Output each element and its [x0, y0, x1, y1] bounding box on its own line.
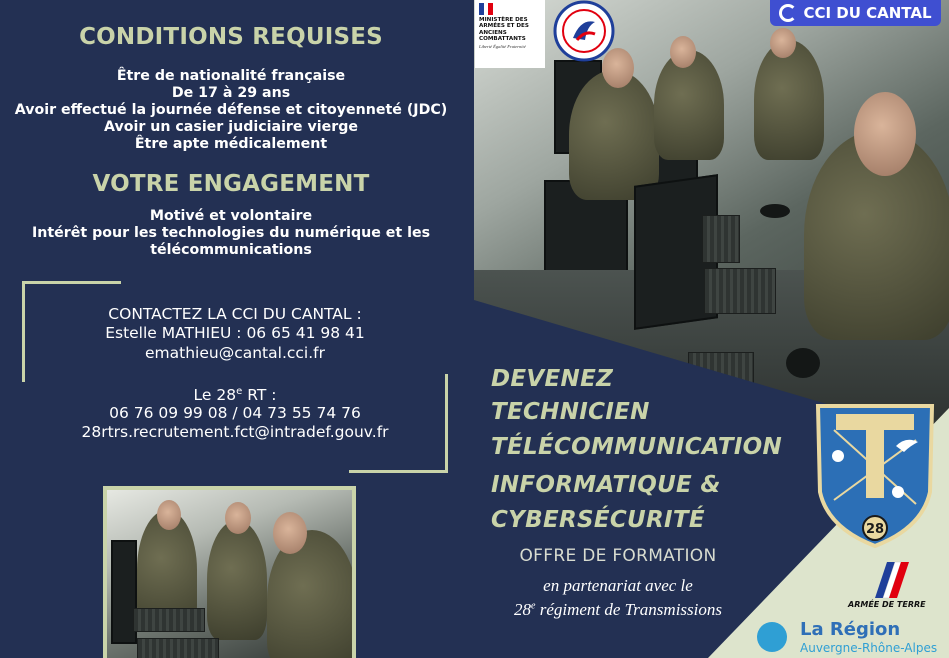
cci-contact-email[interactable]: emathieu@cantal.cci.fr — [145, 344, 325, 362]
cci-contact-heading: CONTACTEZ LA CCI DU CANTAL : — [108, 305, 362, 323]
svg-text:28: 28 — [865, 522, 885, 537]
condition-item: Être de nationalité française — [116, 68, 346, 84]
french-flag-icon — [479, 3, 493, 15]
cci-contact-person: Estelle MATHIEU : 06 65 41 98 41 — [105, 324, 365, 342]
engagement-item: Intérêt pour les technologies du numérique et les — [31, 225, 431, 241]
offer-partner-line: en partenariat avec le — [543, 576, 693, 595]
engagement-item: Motivé et volontaire — [149, 208, 313, 224]
condition-item: Avoir effectué la journée défense et citoyenneté (JDC) — [14, 102, 448, 118]
offer-partner-line: 28e régiment de Transmissions — [514, 600, 722, 619]
condition-item: Avoir un casier judiciaire vierge — [103, 119, 359, 135]
engagement-item: télécommunications — [150, 242, 312, 258]
soldiers-laptop-photo — [103, 486, 356, 658]
region-logo-icon — [757, 622, 787, 652]
conditions-title: CONDITIONS REQUISES — [79, 24, 383, 50]
region-name: La Région — [800, 619, 901, 640]
headline-line: TECHNICIEN — [491, 399, 650, 425]
cohesion-nationale-seal-icon — [551, 0, 617, 62]
cci-icon — [779, 4, 797, 22]
headline-line: TÉLÉCOMMUNICATION — [491, 434, 783, 460]
headline-line: DEVENEZ — [491, 366, 614, 392]
headline-line: INFORMATIQUE & — [491, 472, 721, 498]
condition-item: De 17 à 29 ans — [171, 85, 291, 101]
ministere-logo: MINISTÈRE DES ARMÉES ET DES ANCIENS COMBATTANTS Liberté Égalité Fraternité — [475, 0, 545, 68]
28-rt-crest-icon — [812, 400, 938, 550]
headline-line: CYBERSÉCURITÉ — [491, 507, 705, 533]
condition-item: Être apte médicalement — [134, 136, 328, 152]
offer-title: OFFRE DE FORMATION — [519, 546, 717, 566]
region-subname: Auvergne-Rhône-Alpes — [800, 641, 938, 655]
rt-contact-email[interactable]: 28rtrs.recrutement.fct@intradef.gouv.fr — [81, 423, 389, 441]
engagement-title: VOTRE ENGAGEMENT — [92, 171, 370, 197]
cci-cantal-logo: CCI DU CANTAL — [770, 0, 941, 26]
armee-de-terre-label: ARMÉE DE TERRE — [848, 600, 926, 609]
rt-contact-heading: Le 28e RT : — [193, 386, 277, 405]
rt-contact-phones: 06 76 09 99 08 / 04 73 55 74 76 — [109, 404, 361, 422]
